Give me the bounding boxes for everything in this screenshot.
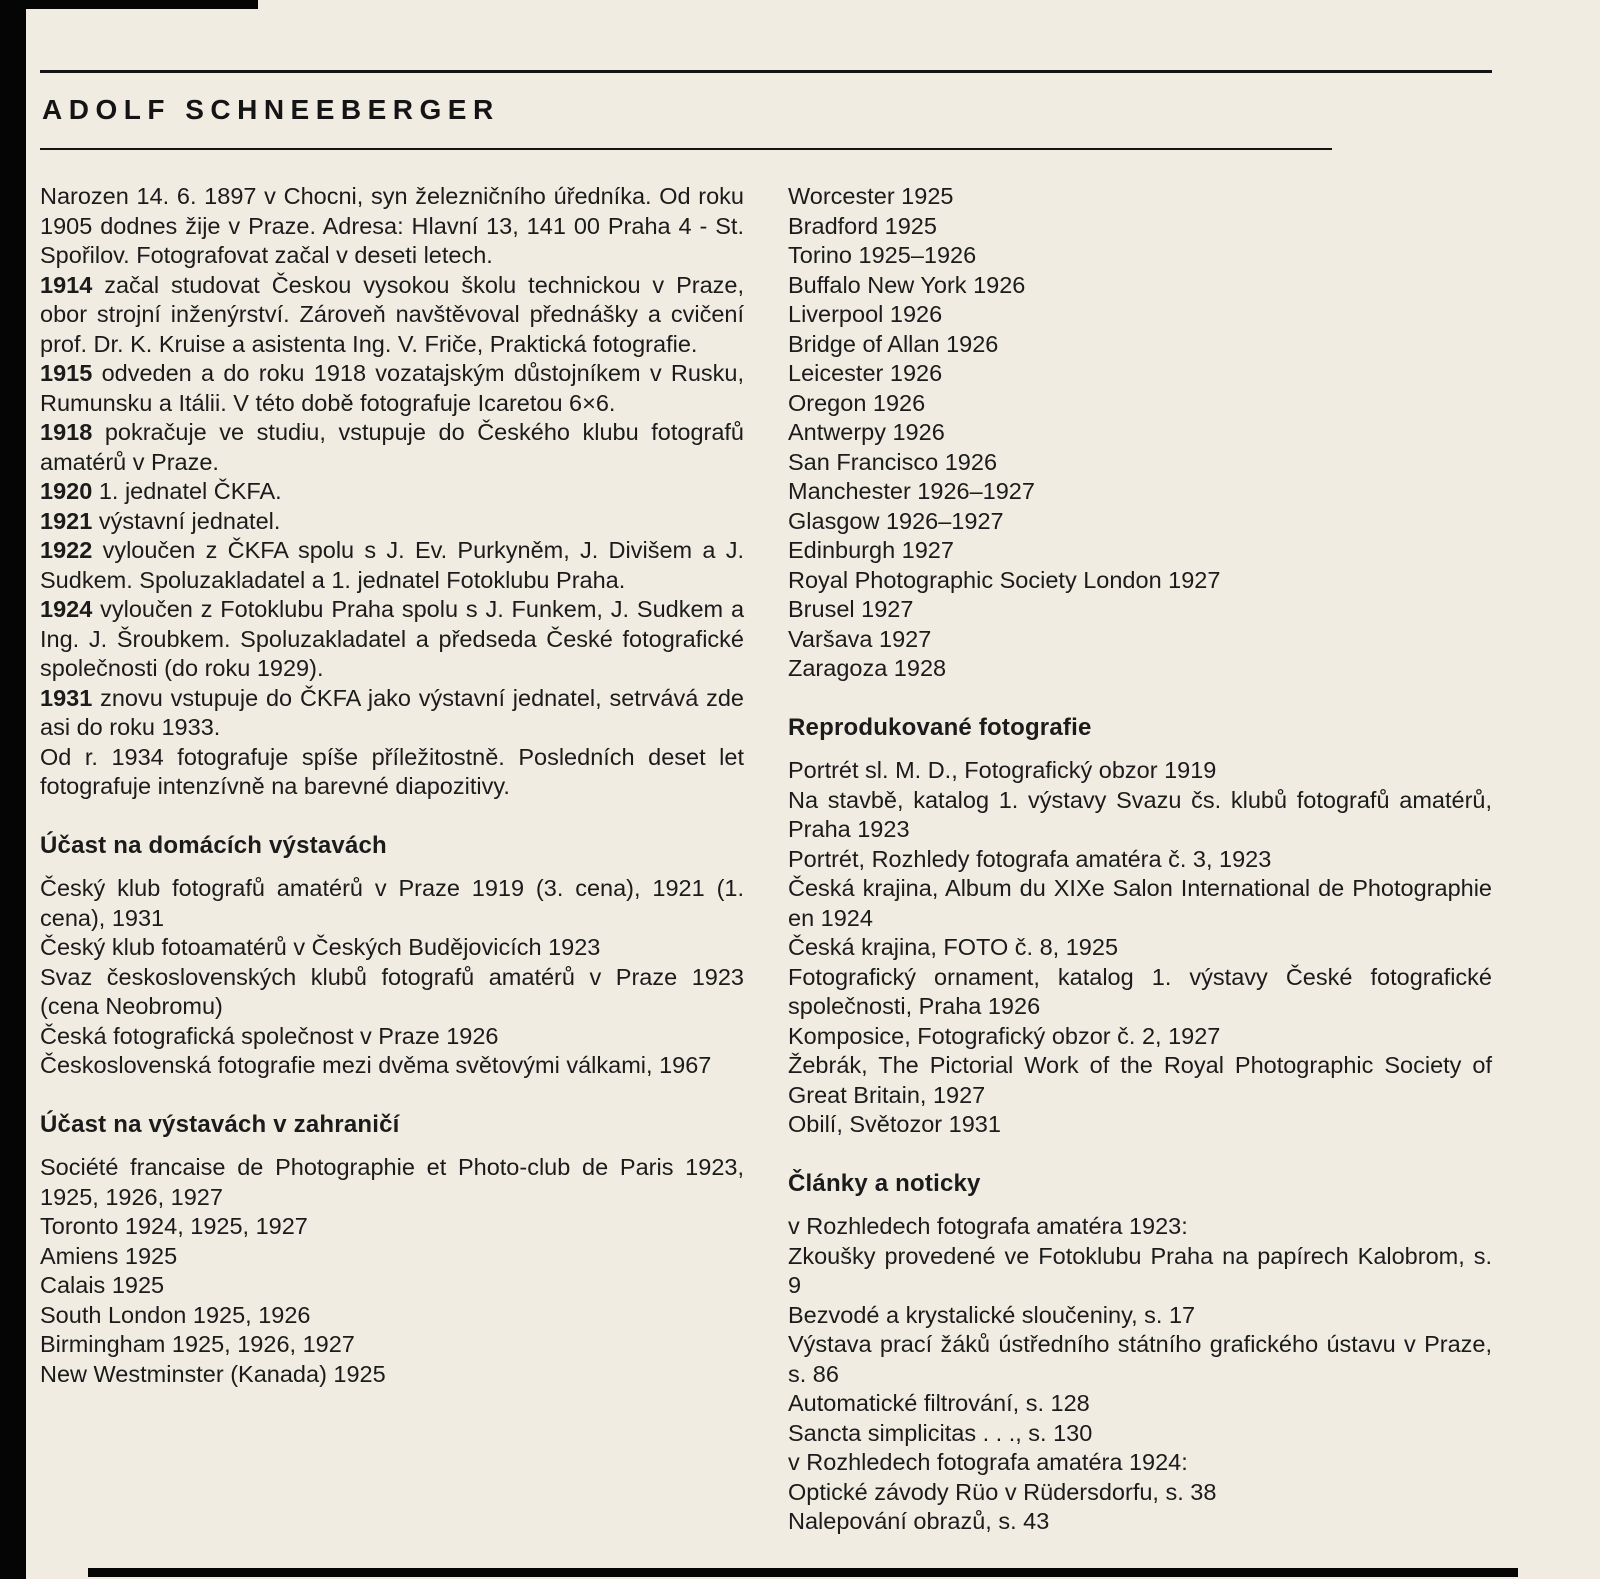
- paragraph-text: Komposice, Fotografický obzor č. 2, 1927: [788, 1022, 1221, 1049]
- paragraph-text: začal studovat Českou vysokou školu technickou v Praze, obor strojní inženýrství. Zároveň navštěvoval přednášky a cvičení prof. Dr. K. Kruise a asistenta Ing. V. Friče, Praktická fotografie.: [40, 271, 744, 357]
- right-column: [788, 182, 1492, 1537]
- paragraph-text: Žebrák, The Pictorial Work of the Royal Photographic Society of Great Britain, 1927: [788, 1052, 1492, 1108]
- bio-entry: [40, 359, 744, 418]
- paragraph-text: Bezvodé a krystalické sloučeniny, s. 17: [788, 1301, 1196, 1328]
- paragraph: [788, 1478, 1492, 1508]
- paragraph: [788, 1330, 1492, 1389]
- paragraph-text: Český klub fotoamatérů v Českých Budějovicích 1923: [40, 934, 601, 960]
- paragraph: [788, 536, 1492, 566]
- paragraph: [788, 654, 1492, 684]
- paragraph-text: Bradford 1925: [788, 212, 937, 239]
- paragraph-text: Oregon 1926: [788, 389, 926, 416]
- paragraph: [40, 933, 744, 963]
- paragraph: [788, 1051, 1492, 1110]
- paragraph-text: Brusel 1927: [788, 596, 914, 622]
- paragraph: [788, 182, 1492, 212]
- paragraph: [788, 212, 1492, 242]
- text-columns: [40, 182, 1492, 1537]
- year-label: 1922: [40, 537, 93, 563]
- paragraph: [788, 963, 1492, 1022]
- paragraph-text: Automatické filtrování, s. 128: [788, 1390, 1090, 1416]
- paragraph-text: Fotografický ornament, katalog 1. výstavy České fotografické společnosti, Praha 1926: [788, 963, 1492, 1019]
- paragraph-text: Calais 1925: [40, 1272, 165, 1298]
- year-label: 1924: [40, 596, 93, 622]
- year-label: 1931: [40, 684, 93, 711]
- paragraph-text: výstavní jednatel.: [98, 507, 281, 534]
- paragraph: [40, 1330, 744, 1360]
- paragraph-text: Sancta simplicitas . . ., s. 130: [788, 1419, 1093, 1446]
- paragraph-text: Birmingham 1925, 1926, 1927: [40, 1331, 355, 1357]
- paragraph: [788, 241, 1492, 271]
- page-title: ADOLF SCHNEEBERGER: [42, 94, 500, 125]
- paragraph-text: Svaz československých klubů fotografů amatérů v Praze 1923 (cena Neobromu): [40, 963, 744, 1019]
- paragraph: [788, 418, 1492, 448]
- paragraph: [788, 845, 1492, 875]
- paragraph-text: Česká fotografická společnost v Praze 1926: [40, 1022, 499, 1049]
- paragraph-text: Amiens 1925: [40, 1242, 178, 1269]
- paragraph-text: v Rozhledech fotografa amatéra 1923:: [788, 1213, 1188, 1239]
- bio-entry: [40, 418, 744, 477]
- bio-entry: [40, 595, 744, 684]
- paragraph: [40, 1271, 744, 1301]
- section-heading: Účast na domácích výstavách: [40, 831, 387, 859]
- paragraph-text: Buffalo New York 1926: [788, 271, 1026, 298]
- paragraph: [788, 1212, 1492, 1242]
- paragraph-text: San Francisco 1926: [788, 448, 998, 475]
- paragraph: [40, 1153, 744, 1212]
- paragraph: [788, 1389, 1492, 1419]
- paragraph-text: Výstava prací žáků ústředního státního grafického ústavu v Praze, s. 86: [788, 1331, 1492, 1387]
- paragraph: [40, 182, 744, 271]
- paragraph: [788, 1110, 1492, 1140]
- paragraph: [788, 566, 1492, 596]
- year-label: 1920: [40, 478, 93, 504]
- paragraph-text: South London 1925, 1926: [40, 1301, 311, 1328]
- section-heading: Reprodukované fotografie: [788, 713, 1092, 741]
- paragraph-text: Zaragoza 1928: [788, 655, 947, 681]
- year-label: 1914: [40, 271, 93, 298]
- year-label: 1915: [40, 360, 93, 386]
- bio-entry: [40, 477, 744, 507]
- section-heading: Účast na výstavách v zahraničí: [40, 1110, 400, 1138]
- paragraph: [788, 1507, 1492, 1537]
- paragraph-text: Antwerpy 1926: [788, 419, 945, 445]
- paragraph-text: Optické závody Rüo v Rüdersdorfu, s. 38: [788, 1478, 1217, 1505]
- left-column: [40, 182, 744, 1537]
- paragraph-text: Portrét, Rozhledy fotografa amatéra č. 3, 1923: [788, 845, 1272, 872]
- paragraph: [788, 389, 1492, 419]
- paragraph: [788, 359, 1492, 389]
- paragraph: [788, 1242, 1492, 1301]
- paragraph-text: vyloučen z Fotoklubu Praha spolu s J. Funkem, J. Sudkem a Ing. J. Šroubkem. Spoluzakladatel a předseda České fotografické společnosti (do roku 1929).: [40, 596, 745, 681]
- paragraph: [788, 786, 1492, 845]
- header-rule-bottom: [40, 148, 1332, 150]
- paragraph-text: Na stavbě, katalog 1. výstavy Svazu čs. klubů fotografů amatérů, Praha 1923: [788, 786, 1492, 842]
- paragraph: [40, 874, 744, 933]
- paragraph-text: Od r. 1934 fotografuje spíše příležitostně. Posledních deset let fotografuje intenzívně na barevné diapozitivy.: [40, 743, 744, 799]
- paragraph-text: vyloučen z ČKFA spolu s J. Ev. Purkyněm, J. Divišem a J. Sudkem. Spoluzakladatel a 1. jednatel Fotoklubu Praha.: [40, 537, 745, 593]
- paragraph: [40, 963, 744, 1022]
- paragraph-text: Varšava 1927: [788, 625, 932, 652]
- header-rule-top: [40, 70, 1492, 73]
- paragraph: [788, 933, 1492, 963]
- paragraph: [788, 448, 1492, 478]
- paragraph-text: New Westminster (Kanada) 1925: [40, 1360, 386, 1387]
- paragraph: [40, 743, 744, 802]
- year-label: 1921: [40, 507, 93, 534]
- paragraph-text: 1. jednatel ČKFA.: [98, 478, 282, 504]
- paragraph-text: Torino 1925–1926: [788, 242, 977, 268]
- paragraph-text: Obilí, Světozor 1931: [788, 1111, 1001, 1137]
- paragraph-text: Narozen 14. 6. 1897 v Chocni, syn železničního úředníka. Od roku 1905 dodnes žije v Praze. Adresa: Hlavní 13, 141 00 Praha 4 - St. Spořilov. Fotografovat začal v deseti letech.: [40, 183, 744, 268]
- paragraph-text: Worcester 1925: [788, 183, 954, 209]
- paragraph-text: v Rozhledech fotografa amatéra 1924:: [788, 1449, 1188, 1475]
- paragraph-text: Česká krajina, Album du XIXe Salon International de Photographie en 1924: [788, 875, 1492, 931]
- paragraph: [40, 1301, 744, 1331]
- bio-entry: [40, 684, 744, 743]
- paragraph: [788, 330, 1492, 360]
- paragraph-text: Československá fotografie mezi dvěma světovými válkami, 1967: [40, 1052, 712, 1078]
- paragraph-text: Leicester 1926: [788, 360, 943, 386]
- scan-artifact-bottom-edge: [88, 1568, 1518, 1577]
- paragraph: [788, 1448, 1492, 1478]
- paragraph: [788, 300, 1492, 330]
- paragraph: [788, 756, 1492, 786]
- paragraph: [788, 1022, 1492, 1052]
- paragraph-text: Portrét sl. M. D., Fotografický obzor 1919: [788, 757, 1217, 783]
- paragraph-text: Société francaise de Photographie et Photo-club de Paris 1923, 1925, 1926, 1927: [40, 1154, 744, 1210]
- scan-artifact-left-edge: [0, 0, 26, 1579]
- bio-entry: [40, 536, 744, 595]
- paragraph: [788, 271, 1492, 301]
- year-label: 1918: [40, 419, 93, 445]
- paragraph: [788, 1301, 1492, 1331]
- paragraph-text: Česká krajina, FOTO č. 8, 1925: [788, 934, 1119, 960]
- paragraph: [40, 1051, 744, 1081]
- paragraph-text: pokračuje ve studiu, vstupuje do Českého klubu fotografů amatérů v Praze.: [40, 419, 745, 475]
- paragraph: [40, 1212, 744, 1242]
- paragraph-text: Toronto 1924, 1925, 1927: [40, 1213, 308, 1239]
- paragraph-text: Liverpool 1926: [788, 301, 943, 327]
- paragraph-text: Nalepování obrazů, s. 43: [788, 1508, 1050, 1534]
- paragraph-text: Zkoušky provedené ve Fotoklubu Praha na papírech Kalobrom, s. 9: [788, 1242, 1492, 1298]
- paragraph: [788, 625, 1492, 655]
- paragraph-text: Glasgow 1926–1927: [788, 507, 1004, 534]
- paragraph: [788, 1419, 1492, 1449]
- bio-entry: [40, 507, 744, 537]
- paragraph: [40, 1022, 744, 1052]
- paragraph: [788, 874, 1492, 933]
- paragraph-text: znovu vstupuje do ČKFA jako výstavní jednatel, setrvává zde asi do roku 1933.: [40, 684, 744, 740]
- paragraph: [788, 477, 1492, 507]
- paragraph: [40, 1242, 744, 1272]
- paragraph: [40, 1360, 744, 1390]
- paragraph-text: Bridge of Allan 1926: [788, 330, 999, 357]
- paragraph-text: Manchester 1926–1927: [788, 478, 1035, 504]
- paragraph: [788, 507, 1492, 537]
- paragraph: [788, 595, 1492, 625]
- paragraph-text: Český klub fotografů amatérů v Praze 1919 (3. cena), 1921 (1. cena), 1931: [40, 875, 744, 931]
- section-heading: Články a noticky: [788, 1169, 981, 1197]
- paragraph-text: Royal Photographic Society London 1927: [788, 566, 1221, 593]
- scan-artifact-top-edge: [0, 0, 258, 9]
- paragraph-text: Edinburgh 1927: [788, 537, 954, 563]
- bio-entry: [40, 271, 744, 360]
- paragraph-text: odveden a do roku 1918 vozatajským důstojníkem v Rusku, Rumunsku a Itálii. V této době fotografuje Icaretou 6×6.: [40, 360, 744, 416]
